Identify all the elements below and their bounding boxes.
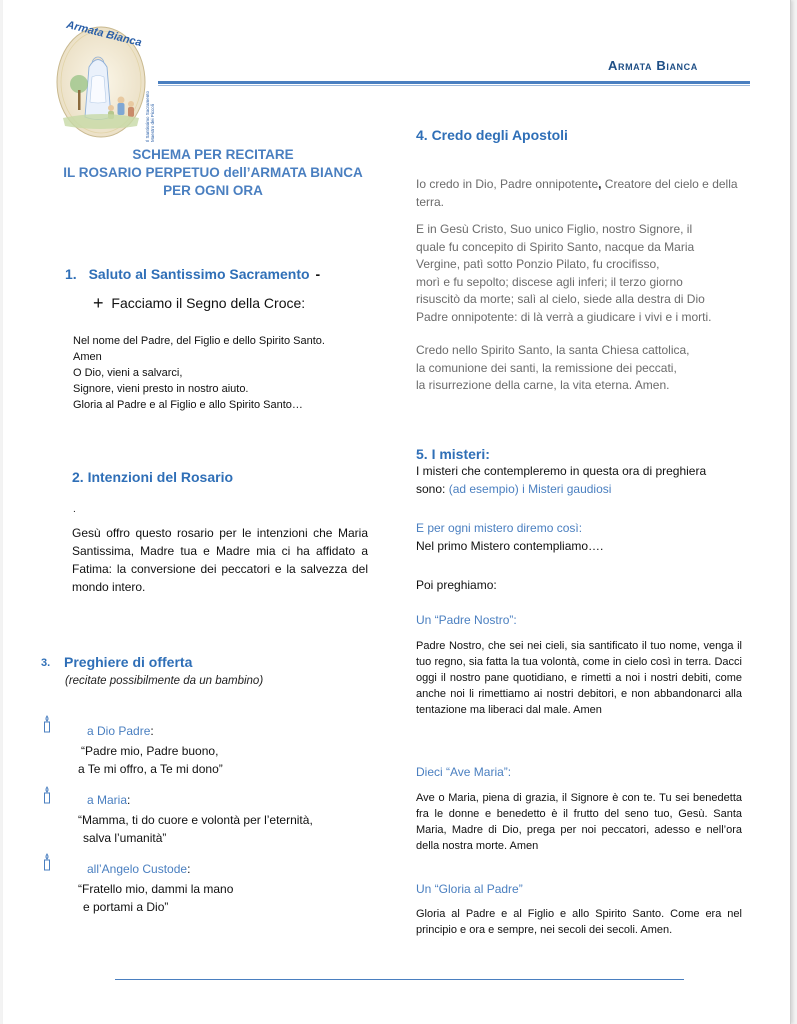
section-1-number: 1. [65, 266, 77, 282]
title-line-3: PER OGNI ORA [163, 183, 263, 198]
hail-mary-label: Dieci “Ave Maria”: [416, 765, 512, 779]
cross-icon: + [93, 293, 104, 313]
creed-line: la risurrezione della carne, la vita eterna. Amen. [416, 378, 670, 392]
section-1-line: Amen [73, 351, 102, 363]
offering-line: “Mamma, ti do cuore e volontà per l’eternità, [78, 813, 313, 827]
candle-icon [41, 853, 53, 876]
creed-paragraph-3 [416, 342, 756, 395]
creed-p1-text-b: Creatore del cielo e della terra. [416, 177, 738, 209]
offering-label-text: all’Angelo Custode [87, 862, 188, 876]
each-mystery-text: Nel primo Mistero contempliamo…. [416, 539, 604, 553]
offering-line: e portami a Dio” [83, 900, 169, 914]
page-title [38, 146, 388, 200]
offering-line: “Fratello mio, dammi la mano [78, 882, 234, 896]
creed-line: Credo nello Spirito Santo, la santa Chiesa cattolica, [416, 343, 690, 357]
offering-label-mary [87, 793, 130, 807]
mysteries-intro-line-1: I misteri che contempleremo in questa ora di preghiera [416, 464, 707, 478]
our-father-label: Un “Padre Nostro”: [416, 613, 517, 627]
header-divider-thin [158, 85, 750, 86]
offering-colon: : [187, 862, 191, 876]
creed-line: Vergine, patì sotto Ponzio Pilato, fu crocifisso, [416, 257, 660, 271]
creed-line: risuscitò da morte; salì al cielo, siede alla destra di Dio [416, 292, 705, 306]
section-3-number: 3. [41, 657, 51, 669]
creed-paragraph-1 [416, 176, 756, 211]
section-1-body [73, 333, 373, 413]
section-1-line: Nel nome del Padre, del Figlio e dello Spirito Santo. [73, 335, 325, 347]
section-3-subtitle: (recitate possibilmente da un bambino) [65, 675, 264, 687]
candle-icon [41, 786, 53, 809]
creed-line: la comunione dei santi, la remissione dei peccati, [416, 360, 677, 375]
section-1-heading [65, 266, 320, 282]
mysteries-intro-prefix: sono: [416, 481, 449, 496]
sign-of-cross-text: Facciamo il Segno della Croce: [111, 295, 306, 311]
section-5-heading: 5. I misteri: [416, 446, 490, 462]
section-1-line: Signore, vieni presto in nostro aiuto. [73, 383, 249, 395]
title-line-1: SCHEMA PER RECITARE [132, 147, 294, 162]
candle-icon [41, 715, 53, 738]
offering-label-text: a Dio Padre [87, 724, 151, 738]
section-1-dash: - [315, 266, 321, 282]
creed-p1-comma: , [598, 177, 602, 191]
mysteries-example: (ad esempio) i Misteri gaudiosi [448, 481, 612, 496]
document-page [3, 0, 791, 1024]
creed-p1-text-a: Io credo in Dio, Padre onnipotente [416, 177, 599, 191]
armata-bianca-logo [51, 18, 155, 142]
logo-subtext: Il Santissimo Sacramento Maestro dei Piccoli [145, 90, 155, 142]
creed-line: E in Gesù Cristo, Suo unico Figlio, nostro Signore, il [416, 222, 693, 236]
our-father-text: Padre Nostro, che sei nei cieli, sia santificato il tuo nome, venga il tuo regno, sia fatta la tua volontà, come in cielo così in terra. Dacci oggi il nostro pane quotidiano, e rimetti a noi i nostri debiti, come anche noi li rimettiamo ai nostri debitori, e non abbandonarci alla tentazione ma liberaci dal male. Amen [416, 640, 742, 716]
glory-be-text: Gloria al Padre e al Figlio e allo Spirito Santo. Come era nel principio e ora e sempre, nei secoli dei secoli. Amen. [416, 908, 742, 936]
offering-line: a Te mi offro, a Te mi dono” [78, 762, 223, 776]
footer-divider [115, 979, 684, 980]
section-1-line: Gloria al Padre e al Figlio e allo Spirito Santo… [73, 399, 303, 411]
sign-of-cross [93, 293, 305, 314]
title-line-2: IL ROSARIO PERPETUO dell’ARMATA BIANCA [63, 165, 363, 180]
then-pray-text: Poi preghiamo: [416, 578, 497, 592]
section-3-heading: Preghiere di offerta [64, 654, 193, 670]
section-4-heading: 4. Credo degli Apostoli [416, 127, 568, 143]
glory-be-label: Un “Gloria al Padre” [416, 882, 523, 896]
offering-line: salva l’umanità” [83, 831, 167, 845]
section-1-line: O Dio, vieni a salvarci, [73, 367, 183, 379]
logo-text: Armata Bianca [65, 18, 143, 50]
offering-label-text: a Maria [87, 793, 128, 807]
section-2-body: Gesù offro questo rosario per le intenzioni che Maria Santissima, Madre tua e Madre mia ci ha affidato a Fatima: la conversione dei peccatori e la salvezza del mondo intero. [72, 526, 368, 594]
section-1-title: Saluto al Santissimo Sacramento [88, 266, 310, 282]
offering-label-angel [87, 862, 190, 876]
creed-paragraph-2 [416, 221, 761, 326]
hail-mary-text: Ave o Maria, piena di grazia, il Signore è con te. Tu sei benedetta fra le donne e benedetto è il frutto del seno tuo, Gesù. Santa Maria, Madre di Dio, prega per noi peccatori, adesso e nell’ora della nostra morte. Amen [416, 792, 742, 852]
offering-label-father [87, 724, 154, 738]
mysteries-intro-line-2 [416, 481, 756, 499]
offering-colon: : [127, 793, 131, 807]
section-5-body [416, 463, 756, 498]
section-2-heading: 2. Intenzioni del Rosario [72, 469, 234, 485]
offering-colon: : [150, 724, 154, 738]
header-divider [158, 81, 750, 84]
brand-header: Armata Bianca [608, 58, 698, 73]
offering-line: “Padre mio, Padre buono, [81, 744, 219, 758]
creed-line: quale fu concepito di Spirito Santo, nacque da Maria [416, 239, 695, 254]
creed-line: Padre onnipotente: di là verrà a giudicare i vivi e i morti. [416, 309, 712, 324]
section-2-dot: . [73, 504, 76, 515]
each-mystery-label: E per ogni mistero diremo così: [416, 521, 583, 535]
creed-line: morì e fu sepolto; discese agli inferi; il terzo giorno [416, 274, 683, 289]
